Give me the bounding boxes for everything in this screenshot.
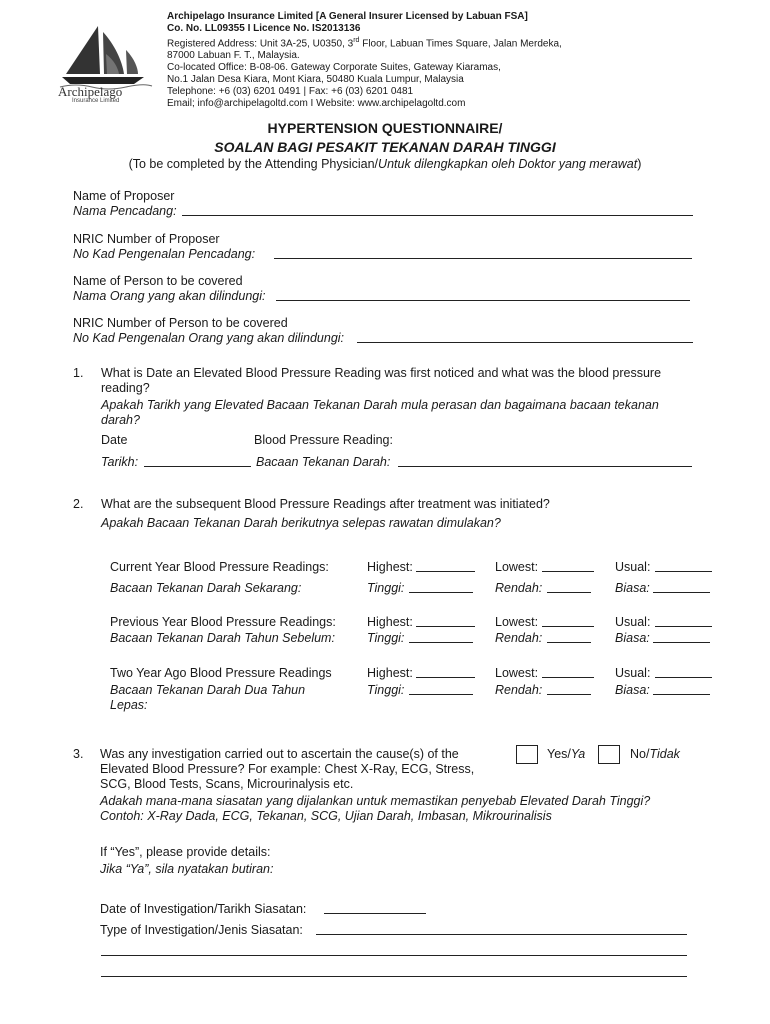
q1-bp-field[interactable] bbox=[398, 466, 692, 467]
question-3-number: 3. bbox=[73, 747, 84, 761]
two-year-label: Two Year Ago Blood Pressure Readings bbox=[110, 666, 332, 680]
current-highest-label: Highest: bbox=[367, 560, 413, 574]
question-3-text: Was any investigation carried out to ascertain the cause(s) of the Elevated Blood Pressure? For example: Chest X-Ray, ECG, Stress, SCG, Blood Tests, Scans, Microurinalysis etc. bbox=[100, 747, 475, 791]
question-1-number: 1. bbox=[73, 366, 84, 380]
question-2-text: What are the subsequent Blood Pressure Readings after treatment was initiated? bbox=[101, 497, 550, 511]
question-1-text-malay: Apakah Tarikh yang Elevated Bacaan Tekanan Darah mula perasan dan bagaimana bacaan tekanan darah? bbox=[101, 398, 659, 427]
two-year-highest-label: Highest: bbox=[367, 666, 413, 680]
company-header bbox=[167, 11, 627, 110]
insured-nric-field[interactable] bbox=[357, 342, 693, 343]
logo-text: Archipelago bbox=[58, 84, 123, 99]
proposer-name-label-malay: Nama Pencadang: bbox=[73, 204, 177, 218]
investigation-date-field[interactable] bbox=[324, 913, 426, 914]
registered-address: Registered Address: Unit 3A-25, U0350, 3rd Floor, Labuan Times Square, Jalan Merdeka, bbox=[167, 37, 562, 50]
two-year-biasa-label: Biasa: bbox=[615, 683, 650, 697]
investigation-date-label: Date of Investigation/Tarikh Siasatan: bbox=[100, 902, 307, 916]
proposer-name-field[interactable] bbox=[182, 215, 693, 216]
insured-name-label-malay: Nama Orang yang akan dilindungi: bbox=[73, 289, 266, 303]
company-logo bbox=[56, 22, 156, 106]
form-instructions: (To be completed by the Attending Physician/Untuk dilengkapkan oleh Doktor yang merawat) bbox=[128, 157, 642, 171]
insured-nric-label-malay: No Kad Pengenalan Orang yang akan dilindungi: bbox=[73, 331, 345, 345]
email-website: Email; info@archipelagoltd.com I Website: www.archipelagoltd.com bbox=[167, 98, 466, 110]
form-title-malay: SOALAN BAGI PESAKIT TEKANAN DARAH TINGGI bbox=[214, 139, 556, 155]
if-yes-label: If “Yes”, please provide details: bbox=[100, 845, 271, 859]
q1-bp-label-malay: Bacaan Tekanan Darah: bbox=[256, 455, 391, 469]
current-tinggi-label: Tinggi: bbox=[367, 581, 405, 595]
current-biasa-field[interactable] bbox=[653, 592, 710, 593]
two-year-label-malay: Bacaan Tekanan Darah Dua Tahun Lepas: bbox=[110, 683, 306, 712]
no-checkbox[interactable] bbox=[598, 745, 620, 764]
question-2-text-malay: Apakah Bacaan Tekanan Darah berikutnya selepas rawatan dimulakan? bbox=[101, 516, 501, 530]
previous-usual-field[interactable] bbox=[655, 626, 712, 627]
yes-label: Yes/Ya bbox=[547, 747, 586, 761]
previous-highest-label: Highest: bbox=[367, 615, 413, 629]
insured-nric-label: NRIC Number of Person to be covered bbox=[73, 316, 288, 330]
no-label: No/Tidak bbox=[630, 747, 680, 761]
insured-name-field[interactable] bbox=[276, 300, 690, 301]
company-name: Archipelago Insurance Limited [A General Insurer Licensed by Labuan FSA] bbox=[167, 11, 528, 22]
address-line-2: 87000 Labuan F. T., Malaysia. bbox=[167, 50, 300, 62]
two-year-rendah-label: Rendah: bbox=[495, 683, 543, 697]
proposer-nric-field[interactable] bbox=[274, 258, 692, 259]
previous-rendah-label: Rendah: bbox=[495, 631, 543, 645]
current-highest-field[interactable] bbox=[416, 571, 475, 572]
form-title: HYPERTENSION QUESTIONNAIRE/ bbox=[267, 120, 503, 136]
previous-rendah-field[interactable] bbox=[547, 642, 591, 643]
insured-name-label: Name of Person to be covered bbox=[73, 274, 243, 288]
current-lowest-field[interactable] bbox=[542, 571, 594, 572]
proposer-nric-label-malay: No Kad Pengenalan Pencadang: bbox=[73, 247, 256, 261]
q1-date-label: Date bbox=[101, 433, 128, 447]
q1-bp-label: Blood Pressure Reading: bbox=[254, 433, 393, 447]
previous-usual-label: Usual: bbox=[615, 615, 651, 629]
current-tinggi-field[interactable] bbox=[409, 592, 473, 593]
previous-biasa-field[interactable] bbox=[653, 642, 710, 643]
two-year-biasa-field[interactable] bbox=[653, 694, 710, 695]
current-year-label: Current Year Blood Pressure Readings: bbox=[110, 560, 329, 574]
current-usual-field[interactable] bbox=[655, 571, 712, 572]
proposer-name-label: Name of Proposer bbox=[73, 189, 175, 203]
two-year-usual-field[interactable] bbox=[655, 677, 712, 678]
previous-lowest-field[interactable] bbox=[542, 626, 594, 627]
question-3-text-malay: Adakah mana-mana siasatan yang dijalankan untuk memastikan penyebab Elevated Darah Tinggi? Contoh: X-Ray Dada, ECG, Tekanan, SCG, Ujian Darah, Imbasan, Mikrourinalisis bbox=[100, 794, 651, 823]
current-lowest-label: Lowest: bbox=[495, 560, 539, 574]
details-line-1[interactable] bbox=[101, 955, 687, 956]
details-line-2[interactable] bbox=[101, 976, 687, 977]
previous-tinggi-field[interactable] bbox=[409, 642, 473, 643]
two-year-rendah-field[interactable] bbox=[547, 694, 591, 695]
current-rendah-field[interactable] bbox=[547, 592, 591, 593]
two-year-tinggi-field[interactable] bbox=[409, 694, 473, 695]
previous-biasa-label: Biasa: bbox=[615, 631, 650, 645]
office-line-2: No.1 Jalan Desa Kiara, Mont Kiara, 50480 Kuala Lumpur, Malaysia bbox=[167, 74, 464, 86]
if-yes-label-malay: Jika “Ya”, sila nyatakan butiran: bbox=[100, 862, 274, 876]
two-year-lowest-field[interactable] bbox=[542, 677, 594, 678]
current-rendah-label: Rendah: bbox=[495, 581, 543, 595]
logo-subtext: Insurance Limited bbox=[72, 98, 120, 104]
previous-year-label-malay: Bacaan Tekanan Darah Tahun Sebelum: bbox=[110, 631, 335, 645]
two-year-lowest-label: Lowest: bbox=[495, 666, 539, 680]
previous-tinggi-label: Tinggi: bbox=[367, 631, 405, 645]
two-year-tinggi-label: Tinggi: bbox=[367, 683, 405, 697]
two-year-usual-label: Usual: bbox=[615, 666, 651, 680]
q1-date-label-malay: Tarikh: bbox=[101, 455, 139, 469]
current-biasa-label: Biasa: bbox=[615, 581, 650, 595]
previous-year-label: Previous Year Blood Pressure Readings: bbox=[110, 615, 336, 629]
question-2-number: 2. bbox=[73, 497, 84, 511]
previous-lowest-label: Lowest: bbox=[495, 615, 539, 629]
previous-highest-field[interactable] bbox=[416, 626, 475, 627]
investigation-type-label: Type of Investigation/Jenis Siasatan: bbox=[100, 923, 303, 937]
yes-checkbox[interactable] bbox=[516, 745, 538, 764]
current-year-label-malay: Bacaan Tekanan Darah Sekarang: bbox=[110, 581, 302, 595]
proposer-nric-label: NRIC Number of Proposer bbox=[73, 232, 220, 246]
telephone: Telephone: +6 (03) 6201 0491 | Fax: +6 (03) 6201 0481 bbox=[167, 86, 414, 98]
office-line-1: Co-located Office: B-08-06. Gateway Corporate Suites, Gateway Kiaramas, bbox=[167, 62, 501, 74]
question-1-text: What is Date an Elevated Blood Pressure Reading was first noticed and what was the blood pressure reading? bbox=[101, 366, 662, 395]
registration-number: Co. No. LL09355 I Licence No. IS2013136 bbox=[167, 23, 361, 34]
current-usual-label: Usual: bbox=[615, 560, 651, 574]
two-year-highest-field[interactable] bbox=[416, 677, 475, 678]
q1-date-field[interactable] bbox=[144, 466, 251, 467]
investigation-type-field[interactable] bbox=[316, 934, 687, 935]
